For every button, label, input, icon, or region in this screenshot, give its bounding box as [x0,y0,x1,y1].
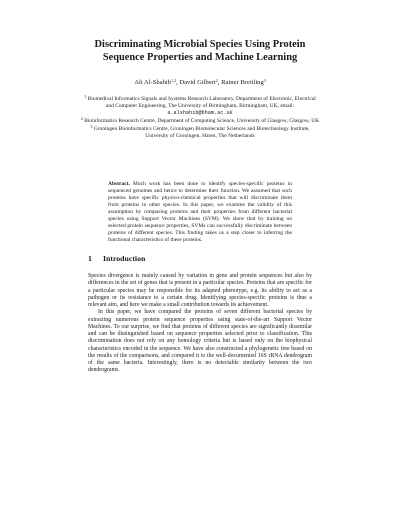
author-affil-mark: 2 [215,77,218,83]
affiliation [80,115,320,125]
paper-title [60,38,340,64]
affiliation [80,123,320,140]
abstract [108,181,292,244]
section-title: Introduction [103,254,146,263]
affiliation-mark: 1 [84,93,87,99]
author-name: Ali Al-Shahib [134,79,172,86]
author-affil-mark: 3 [263,77,266,83]
abstract-text: Much work has been done to identify species-specific proteins in sequenced genomes and hence to determine their function. We assumed that such proteins have specific physico-chemical properties that will discriminate them from proteins in other species. In this paper, we examine the validity of this assumption by comparing proteins and their properties from different bacterial species using Support Vector Machines (SVM). We show that by training on selected protein sequence properties, SVMs can successfully discriminate between proteins of different species. This finding takes us a step closer to inferring the functional characteristics of these proteins. [108,181,292,243]
body-paragraph: In this paper, we have compared the proteins of seven different bacterial species by extracting numerous protein sequence properties using state-of-the-art Support Vector Machines. To our surprise, we find that proteins of different species are significantly dissimilar and can be distinguished based on sequence properties selected prior to classification. This discrimination does not rely on any homology criteria but is based only on the biophysical characteristics encoded in the sequence. We have also constructed a phylogenetic tree based on the results of the comparisons, and compared it to the well-documented 16S rRNA dendrogram of the same bacteria. Interestingly, there is no detectable similarity between the two dendrograms. [88,309,312,374]
author [134,79,179,86]
section-number: 1 [88,254,92,263]
section-heading [88,254,145,264]
section-body [88,273,312,375]
body-paragraph: Species divergence is mainly caused by variation in gene and protein sequences but also by differences in the set of genes that is present in a particular species. Proteins that are specific for a particular species may be responsible for its adapted phenotype, e.g. its ability to act as a pathogen or its resistance to a certain drug. Identifying species-specific proteins is thus a relevant aim, and here we make a small contribution towards its achievement. [88,273,312,308]
affiliation-text: Bioinformatics Research Centre, Department of Computing Science, University of Glasgow, Glasgow, UK [84,117,320,124]
affiliation [80,93,320,117]
author-separator: , [217,79,222,86]
author-name: Rainer Breitling [221,79,264,86]
affiliation-mark: 3 [90,123,93,129]
affiliation-mark: 2 [80,115,83,121]
author-name: David Gilbert [179,79,216,86]
abstract-label: Abstract. [108,181,130,187]
title-line-2: Sequence Properties and Machine Learning [102,52,298,63]
author-list [60,78,340,87]
author [179,79,221,86]
affiliation-text: Biomedical Informatics Signals and Systems Research Laboratory, Department of Electronic, Electrical and Computer Engineering, The University of Birmingham, Birmingham, UK, email: [87,96,316,110]
author-affil-mark: 1,2 [171,77,177,83]
author [221,79,266,86]
title-line-1: Discriminating Microbial Species Using Protein [94,39,306,50]
email-link[interactable]: a.alshahib@bham.ac.uk [167,110,233,117]
affiliation-text: Groningen Bioinformatics Centre, Groningen Biomolecular Sciences and Biotechnology Institute, University of Groningen, Haren, The Netherlands [93,125,310,139]
author-separator: , [176,79,180,86]
affiliations [80,93,320,140]
